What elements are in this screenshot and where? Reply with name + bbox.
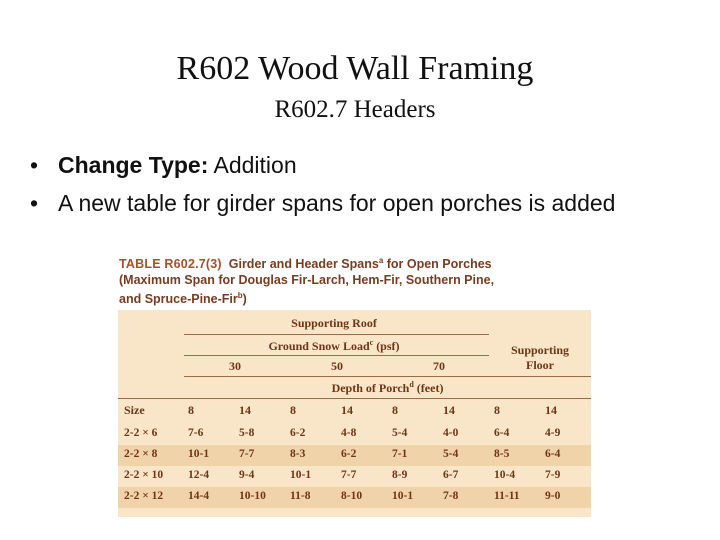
span-cell: 8-3	[290, 448, 306, 460]
depth-header-cell: 8	[494, 403, 500, 417]
span-cell: 7-9	[545, 469, 561, 481]
size-cell: 2-2 × 6	[124, 427, 158, 439]
span-cell: 11-8	[290, 490, 311, 502]
depth-header-cell: 14	[545, 403, 557, 417]
span-cell: 10-10	[239, 490, 266, 502]
girder-span-table-figure	[118, 253, 591, 517]
table-title-end: for Open Porches	[383, 257, 492, 272]
span-cell: 10-1	[188, 448, 210, 460]
bullet-item	[30, 146, 710, 184]
span-cell: 10-4	[494, 469, 516, 481]
span-cell: 8-9	[392, 469, 408, 481]
depth-header-cell: 14	[443, 403, 455, 417]
table-title: Girder and Header Spans	[228, 257, 379, 272]
depth-header-cell: 8	[290, 403, 296, 417]
table-caption-end: )	[242, 292, 247, 307]
depth-header-cell: 14	[239, 403, 251, 417]
span-cell: 12-4	[188, 469, 210, 481]
table-caption-line3: and Spruce-Pine-Fir	[119, 292, 238, 307]
header-supporting-roof: Supporting Roof	[291, 316, 377, 330]
snow-load-70: 70	[433, 359, 445, 373]
table-number: TABLE R602.7(3)	[119, 257, 222, 272]
bullet-dot-icon: •	[30, 190, 39, 216]
span-cell: 6-7	[443, 469, 459, 481]
span-cell: 7-6	[188, 427, 204, 439]
span-cell: 6-4	[494, 427, 510, 439]
slide-title: R602 Wood Wall Framing	[176, 50, 534, 87]
span-cell: 8-10	[341, 490, 363, 502]
span-cell: 7-1	[392, 448, 408, 460]
span-cell: 9-0	[545, 490, 561, 502]
table-caption-line2: (Maximum Span for Douglas Fir-Larch, Hem-Fir, Southern Pine,	[119, 273, 495, 288]
span-cell: 14-4	[188, 490, 210, 502]
snow-load-30: 30	[229, 359, 241, 373]
bullet-label: Change Type:	[58, 152, 209, 178]
span-cell: 6-2	[290, 427, 306, 439]
span-cell: 9-4	[239, 469, 255, 481]
span-cell: 6-2	[341, 448, 357, 460]
depth-header-cell: 8	[188, 403, 194, 417]
span-cell: 4-0	[443, 427, 459, 439]
header-depth-of-porch: Depth of Porch$^d$ (feet)	[331, 380, 444, 395]
depth-header-cell: 14	[341, 403, 353, 417]
size-cell: 2-2 × 10	[124, 469, 164, 481]
span-cell: 4-8	[341, 427, 357, 439]
header-supporting-floor: Supporting Floor	[510, 343, 570, 372]
slide-subtitle: R602.7 Headers	[274, 96, 436, 123]
table-row	[118, 424, 591, 445]
size-cell: 2-2 × 8	[124, 448, 158, 460]
span-cell: 7-7	[341, 469, 357, 481]
span-cell: 10-1	[392, 490, 414, 502]
table-caption	[118, 253, 591, 307]
snow-load-50: 50	[331, 359, 343, 373]
span-cell: 6-4	[545, 448, 561, 460]
span-cell: 5-4	[392, 427, 408, 439]
span-cell: 7-8	[443, 490, 459, 502]
size-cell: 2-2 × 12	[124, 490, 164, 502]
bullet-text: Addition	[208, 152, 297, 178]
span-cell: 10-1	[290, 469, 312, 481]
span-cell: 11-11	[494, 490, 520, 502]
table-title-sup: a	[378, 256, 384, 265]
bullet-list	[30, 146, 710, 222]
depth-header-cell: 8	[392, 403, 398, 417]
span-table	[118, 310, 591, 517]
span-cell: 5-8	[239, 427, 255, 439]
table-caption-sup: b	[237, 291, 243, 301]
bullet-text: A new table for girder spans for open porches is added	[58, 190, 616, 216]
span-cell: 7-7	[239, 448, 255, 460]
table-row	[118, 466, 591, 487]
table-row	[118, 487, 591, 508]
header-ground-snow-load: Ground Snow Load$^c$ (psf)	[268, 338, 400, 353]
span-cell: 5-4	[443, 448, 459, 460]
bullet-dot-icon: •	[30, 152, 39, 178]
bullet-item	[30, 184, 710, 222]
table-row	[118, 445, 591, 466]
header-size: Size	[124, 403, 145, 417]
span-cell: 4-9	[545, 427, 561, 439]
span-cell: 8-5	[494, 448, 510, 460]
